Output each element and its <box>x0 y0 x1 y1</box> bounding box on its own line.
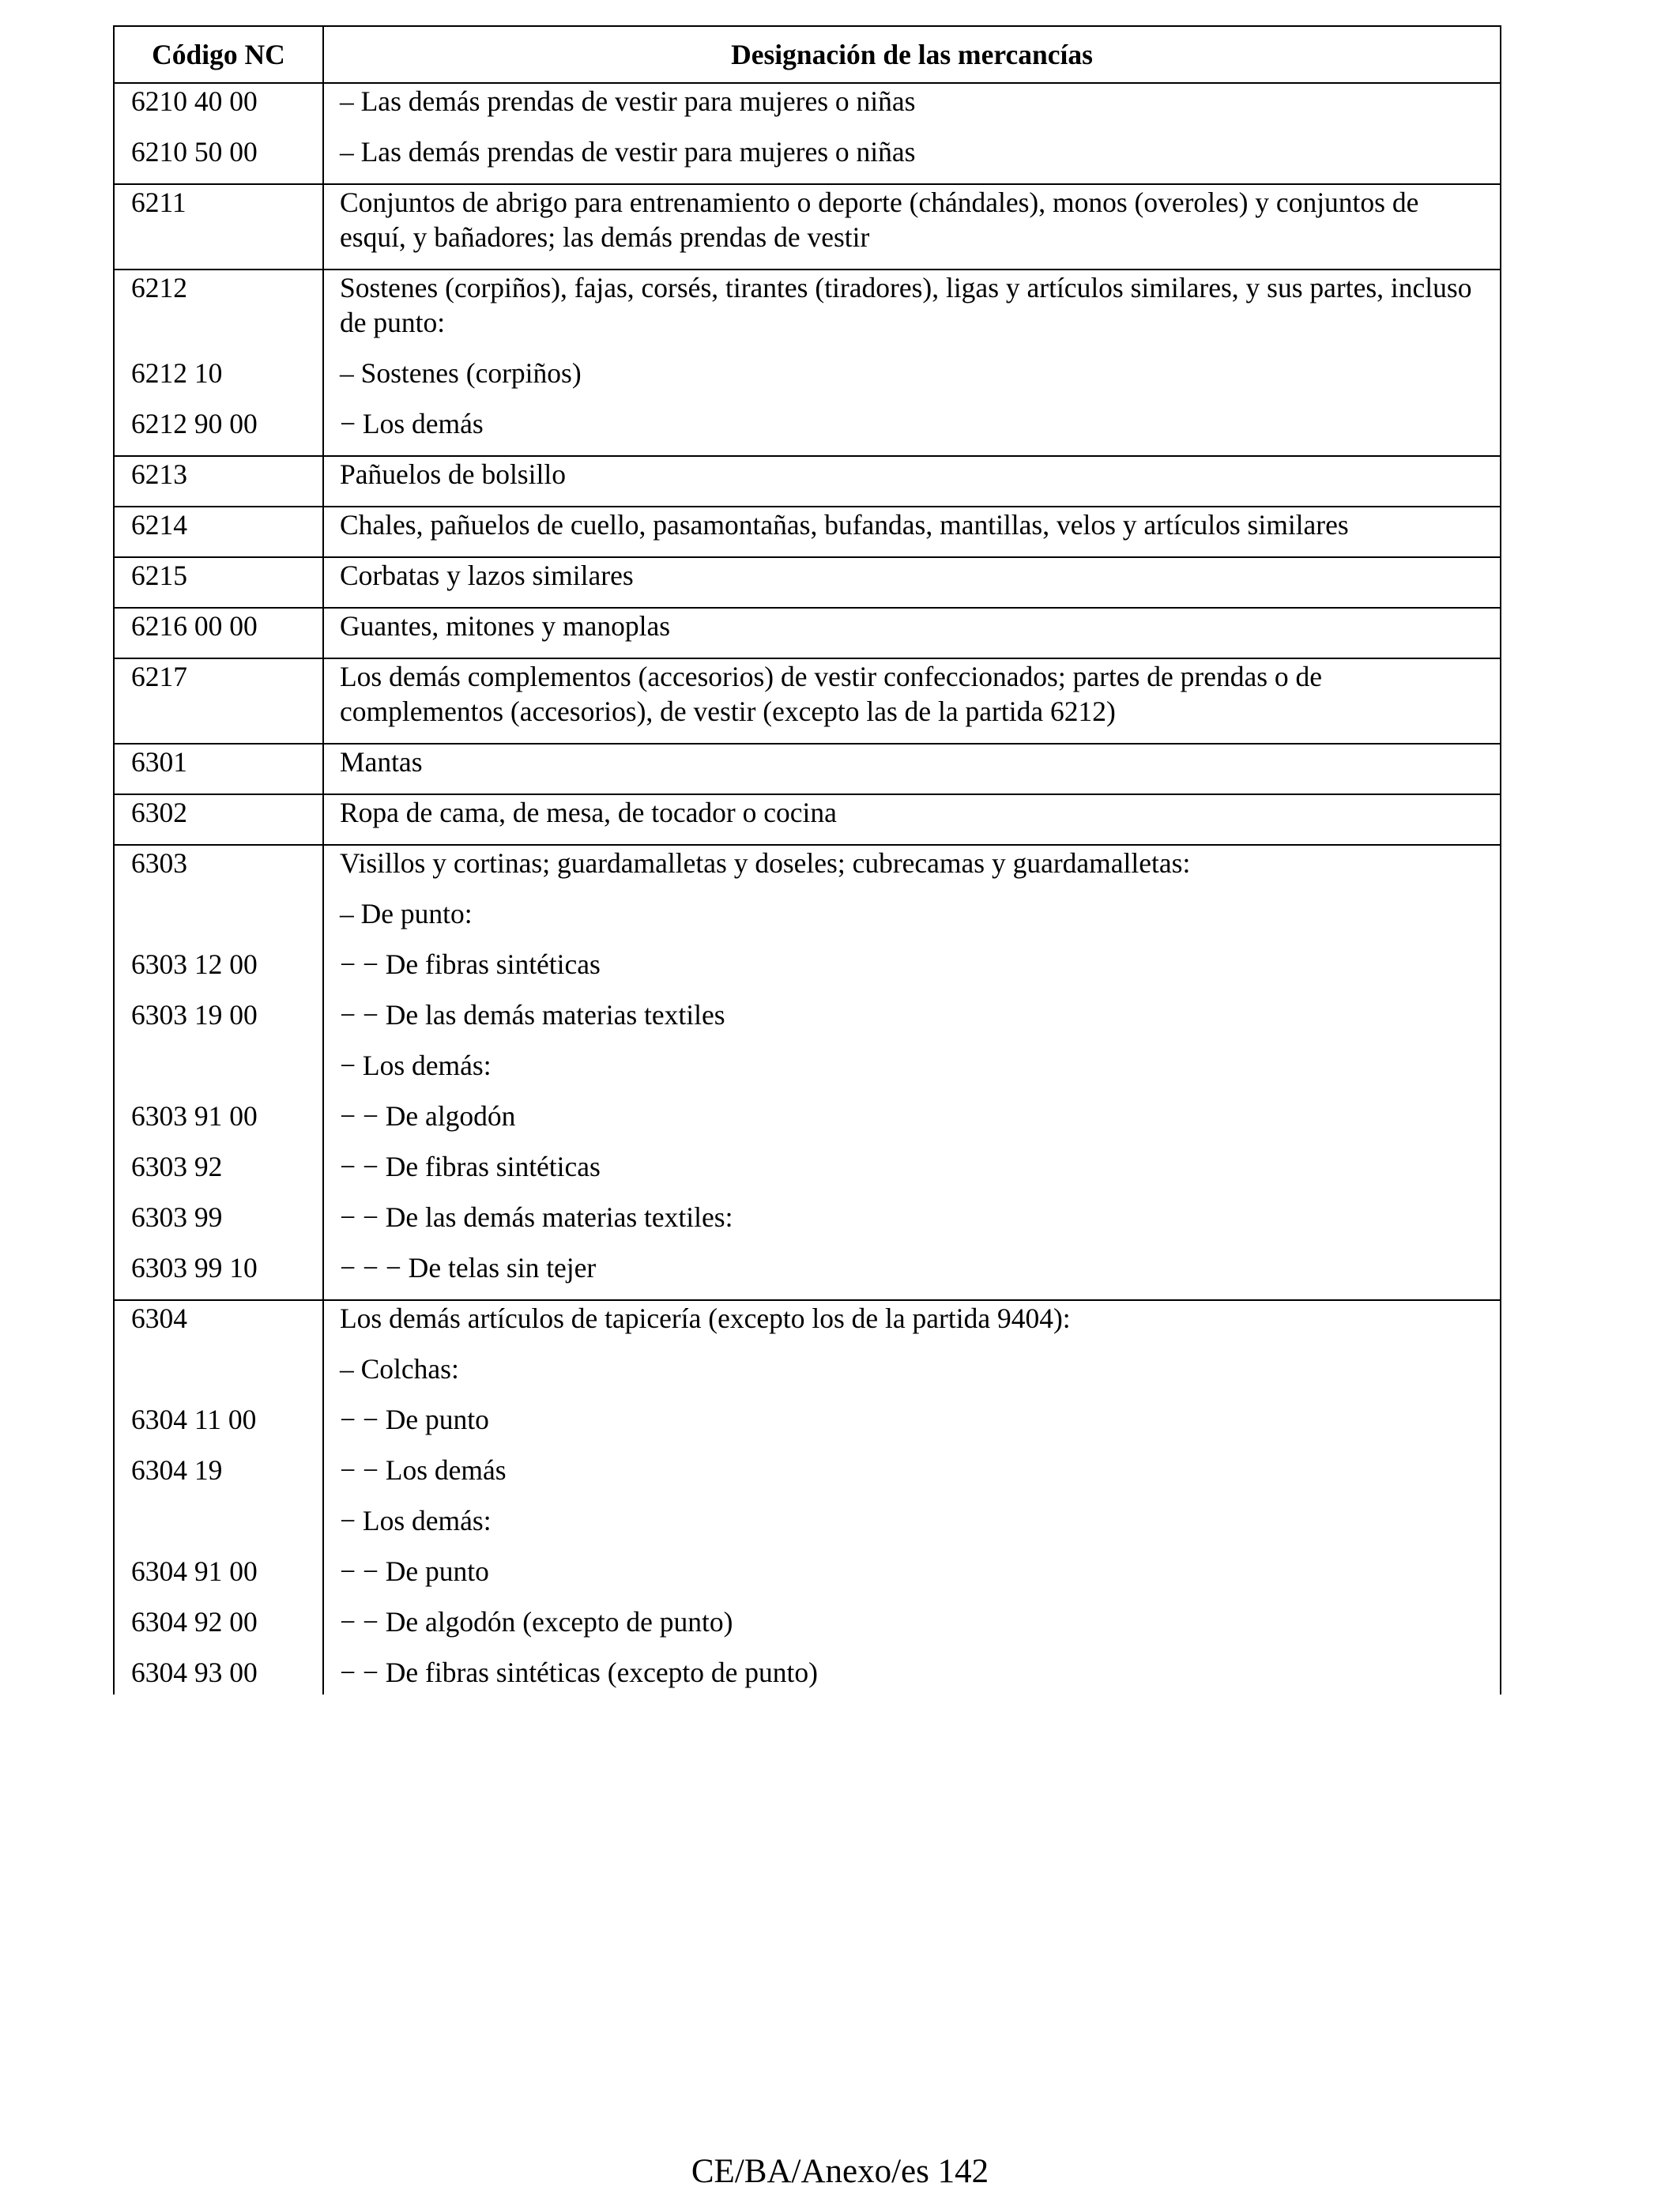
nc-code-cell: 6303 19 00 <box>114 994 323 1045</box>
table-row <box>114 1652 1501 1695</box>
nc-code-cell: 6303 99 10 <box>114 1247 323 1300</box>
table-row <box>114 608 1501 658</box>
table-row <box>114 1045 1501 1095</box>
designation-cell: – Colchas: <box>323 1348 1501 1399</box>
designation-cell: – Las demás prendas de vestir para mujeres o niñas <box>323 83 1501 131</box>
designation-cell: − − De las demás materias textiles <box>323 994 1501 1045</box>
table-group <box>114 456 1501 507</box>
table-row <box>114 557 1501 608</box>
nc-code-cell: 6215 <box>114 557 323 608</box>
table-row <box>114 83 1501 131</box>
table-row <box>114 270 1501 352</box>
designation-cell: − Los demás <box>323 403 1501 456</box>
page-footer: CE/BA/Anexo/es 142 <box>691 2153 989 2190</box>
table-row <box>114 1247 1501 1300</box>
table-row <box>114 1500 1501 1551</box>
table-header <box>114 26 1501 83</box>
designation-cell: − − De algodón <box>323 1095 1501 1146</box>
designation-cell: – Las demás prendas de vestir para mujeres o niñas <box>323 131 1501 184</box>
table-row <box>114 893 1501 944</box>
designation-cell: – De punto: <box>323 893 1501 944</box>
nc-code-cell: 6304 92 00 <box>114 1601 323 1652</box>
table-row <box>114 1300 1501 1348</box>
table-row <box>114 1197 1501 1247</box>
designation-cell: Los demás artículos de tapicería (excepto los de la partida 9404): <box>323 1300 1501 1348</box>
header-designation: Designación de las mercancías <box>323 26 1501 83</box>
nc-code-cell: 6212 <box>114 270 323 352</box>
nc-code-cell: 6212 10 <box>114 352 323 403</box>
designation-cell: − Los demás: <box>323 1045 1501 1095</box>
designation-cell: − − Los demás <box>323 1449 1501 1500</box>
table-group <box>114 794 1501 845</box>
header-code: Código NC <box>114 26 323 83</box>
table-group <box>114 270 1501 456</box>
table-row <box>114 352 1501 403</box>
designation-cell: Visillos y cortinas; guardamalletas y doseles; cubrecamas y guardamalletas: <box>323 845 1501 893</box>
nc-code-cell: 6302 <box>114 794 323 845</box>
nc-code-cell: 6212 90 00 <box>114 403 323 456</box>
nc-code-cell: 6214 <box>114 507 323 557</box>
designation-cell: − − De las demás materias textiles: <box>323 1197 1501 1247</box>
table-group <box>114 744 1501 794</box>
nc-code-cell: 6210 50 00 <box>114 131 323 184</box>
table-row <box>114 1348 1501 1399</box>
nc-code-cell <box>114 1348 323 1399</box>
designation-cell: Sostenes (corpiños), fajas, corsés, tirantes (tiradores), ligas y artículos similares, y sus partes, incluso de punto: <box>323 270 1501 352</box>
designation-cell: Mantas <box>323 744 1501 794</box>
designation-cell: − − − De telas sin tejer <box>323 1247 1501 1300</box>
designation-cell: Ropa de cama, de mesa, de tocador o cocina <box>323 794 1501 845</box>
designation-cell: Pañuelos de bolsillo <box>323 456 1501 507</box>
header-row <box>114 26 1501 83</box>
table-row <box>114 994 1501 1045</box>
table-row <box>114 944 1501 994</box>
table-row <box>114 507 1501 557</box>
designation-cell: − − De punto <box>323 1399 1501 1449</box>
nc-code-cell: 6303 91 00 <box>114 1095 323 1146</box>
designation-cell: − Los demás: <box>323 1500 1501 1551</box>
table-row <box>114 1399 1501 1449</box>
designation-cell: Conjuntos de abrigo para entrenamiento o deporte (chándales), monos (overoles) y conjuntos de esquí, y bañadores; las demás prendas de vestir <box>323 184 1501 270</box>
nc-code-cell <box>114 893 323 944</box>
nc-code-cell: 6210 40 00 <box>114 83 323 131</box>
table-group <box>114 83 1501 184</box>
table-row <box>114 845 1501 893</box>
designation-cell: − − De fibras sintéticas (excepto de punto) <box>323 1652 1501 1695</box>
nc-code-cell: 6304 93 00 <box>114 1652 323 1695</box>
nc-code-cell: 6216 00 00 <box>114 608 323 658</box>
table-row <box>114 1551 1501 1601</box>
table-row <box>114 1095 1501 1146</box>
nc-code-cell: 6304 91 00 <box>114 1551 323 1601</box>
designation-cell: − − De algodón (excepto de punto) <box>323 1601 1501 1652</box>
designation-cell: − − De fibras sintéticas <box>323 944 1501 994</box>
nc-code-cell: 6303 12 00 <box>114 944 323 994</box>
table-row <box>114 456 1501 507</box>
table-row <box>114 744 1501 794</box>
nc-code-cell: 6303 <box>114 845 323 893</box>
nc-code-cell: 6303 92 <box>114 1146 323 1197</box>
table-group <box>114 184 1501 270</box>
table-row <box>114 1146 1501 1197</box>
nc-code-cell: 6304 11 00 <box>114 1399 323 1449</box>
table-group <box>114 507 1501 557</box>
table-row <box>114 184 1501 270</box>
designation-cell: Guantes, mitones y manoplas <box>323 608 1501 658</box>
designation-cell: Corbatas y lazos similares <box>323 557 1501 608</box>
table-group <box>114 845 1501 1300</box>
nc-code-cell: 6304 <box>114 1300 323 1348</box>
nc-code-cell: 6213 <box>114 456 323 507</box>
nc-code-cell: 6211 <box>114 184 323 270</box>
designation-cell: – Sostenes (corpiños) <box>323 352 1501 403</box>
nc-code-table <box>113 25 1501 1695</box>
table-row <box>114 1601 1501 1652</box>
table-group <box>114 557 1501 608</box>
nc-code-cell: 6304 19 <box>114 1449 323 1500</box>
designation-cell: Chales, pañuelos de cuello, pasamontañas, bufandas, mantillas, velos y artículos similares <box>323 507 1501 557</box>
designation-cell: − − De fibras sintéticas <box>323 1146 1501 1197</box>
table-row <box>114 658 1501 744</box>
table-row <box>114 131 1501 184</box>
nc-code-cell <box>114 1045 323 1095</box>
nc-code-cell: 6217 <box>114 658 323 744</box>
nc-code-cell <box>114 1500 323 1551</box>
table-group <box>114 658 1501 744</box>
designation-cell: Los demás complementos (accesorios) de vestir confeccionados; partes de prendas o de complementos (accesorios), de vestir (excepto las de la partida 6212) <box>323 658 1501 744</box>
table-row <box>114 403 1501 456</box>
table-row <box>114 794 1501 845</box>
nc-code-cell: 6301 <box>114 744 323 794</box>
designation-cell: − − De punto <box>323 1551 1501 1601</box>
table-row <box>114 1449 1501 1500</box>
table-group <box>114 1300 1501 1695</box>
nc-code-cell: 6303 99 <box>114 1197 323 1247</box>
table-group <box>114 608 1501 658</box>
